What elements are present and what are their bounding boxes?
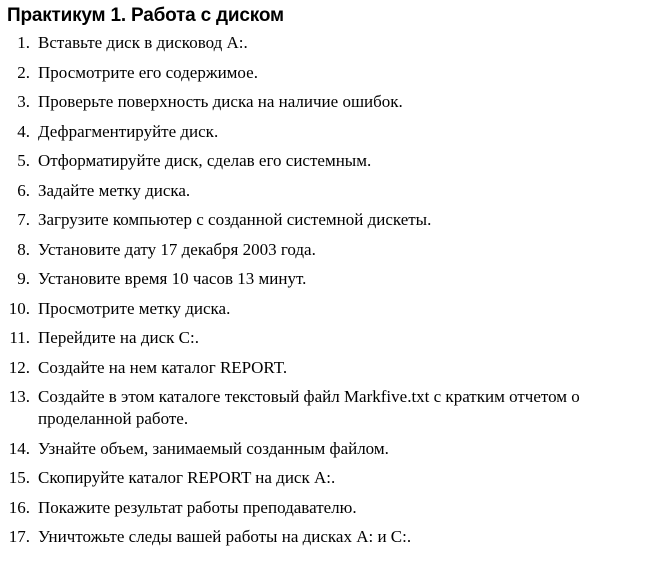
step-text: Создайте на нем каталог REPORT. [38, 357, 288, 377]
step-text: Загрузите компьютер с созданной системной дискеты. [38, 210, 432, 229]
step-item [0, 357, 656, 379]
step-text: Покажите результат работы преподавателю. [38, 497, 357, 517]
step-number: 4. [17, 121, 30, 141]
step-number: 9. [17, 269, 30, 288]
step-number: 10. [8, 298, 30, 318]
step-number: 7. [17, 210, 30, 229]
step-text: Отформатируйте диск, сделав его системным. [38, 151, 372, 170]
step-item [0, 467, 656, 489]
step-number: 12. [8, 357, 30, 377]
step-text: Просмотрите метку диска. [38, 298, 231, 318]
step-number: 5. [17, 151, 30, 170]
step-number: 14. [8, 438, 30, 458]
step-number: 1. [17, 33, 30, 52]
step-text: Узнайте объем, занимаемый созданным файлом. [38, 438, 389, 458]
step-text: Создайте в этом каталоге текстовый файл Markfive.txt с кратким отчетом о проделанной работе. [38, 387, 580, 428]
step-item [0, 239, 656, 261]
step-item [0, 209, 656, 231]
step-number: 2. [17, 62, 30, 82]
step-item [0, 91, 656, 113]
step-text: Установите дату 17 декабря 2003 года. [38, 239, 316, 259]
step-text: Установите время 10 часов 13 минут. [38, 269, 307, 288]
page-title: Практикум 1. Работа с диском [7, 5, 284, 26]
step-item [0, 150, 656, 172]
step-number: 16. [8, 497, 30, 517]
steps-list [0, 32, 656, 556]
step-item [0, 62, 656, 84]
step-item [0, 180, 656, 202]
step-item [0, 526, 656, 548]
step-item [0, 121, 656, 143]
step-text: Уничтожьте следы вашей работы на дисках А: и С:. [38, 527, 412, 546]
step-item [0, 32, 656, 54]
step-item [0, 327, 656, 349]
step-number: 11. [9, 328, 30, 347]
step-number: 15. [8, 468, 30, 487]
step-text: Просмотрите его содержимое. [38, 62, 258, 82]
step-number: 6. [17, 180, 30, 200]
step-item [0, 268, 656, 290]
step-item [0, 298, 656, 320]
step-text: Дефрагментируйте диск. [38, 121, 219, 141]
step-item [0, 497, 656, 519]
step-text: Перейдите на диск С:. [38, 328, 199, 347]
step-number: 3. [17, 92, 30, 111]
step-text: Задайте метку диска. [38, 180, 191, 200]
step-text: Проверьте поверхность диска на наличие ошибок. [38, 92, 403, 111]
step-text: Вставьте диск в дисковод А:. [38, 33, 248, 52]
step-text: Скопируйте каталог REPORT на диск А:. [38, 468, 336, 487]
step-item [0, 438, 656, 460]
step-number: 8. [17, 239, 30, 259]
step-number: 13. [8, 387, 30, 406]
step-number: 17. [8, 527, 30, 546]
step-item [0, 386, 656, 430]
